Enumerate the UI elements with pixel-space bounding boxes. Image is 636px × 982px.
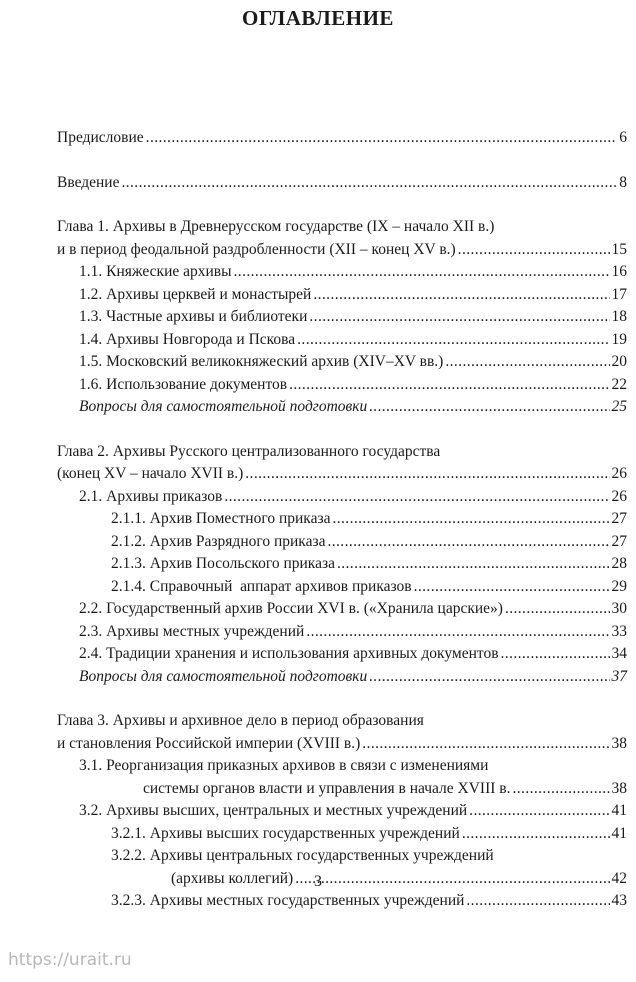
- toc-entry-3-2[interactable]: [57, 800, 627, 823]
- toc-entry-2-1-3[interactable]: [57, 553, 627, 576]
- toc-label: 3.2.1. Архивы высших государственных учреждений: [111, 824, 460, 842]
- toc-page: 19: [611, 330, 627, 348]
- toc-leader-dots: [297, 329, 609, 352]
- toc-entry-preface[interactable]: [57, 127, 627, 150]
- toc-leader-dots: [458, 239, 610, 262]
- toc-chapter-1[interactable]: [57, 239, 627, 262]
- toc-leader-dots: [245, 463, 609, 486]
- toc-label: 2.4. Традиции хранения и использования архивных документов: [79, 645, 499, 662]
- toc-entry-2-4[interactable]: [57, 643, 627, 666]
- toc-page: 27: [611, 510, 627, 527]
- toc-label: Глава 1. Архивы в Древнерусском государстве (IX – начало XII в.): [57, 218, 495, 235]
- toc-page: 29: [611, 577, 627, 595]
- toc-leader-dots: [309, 306, 609, 329]
- toc-label: Глава 2. Архивы Русского централизованного государства: [57, 442, 441, 460]
- toc-label: Вопросы для самостоятельной подготовки: [79, 398, 368, 415]
- toc-entry-2-3[interactable]: [57, 621, 627, 644]
- toc-entry-2-questions[interactable]: [57, 666, 627, 689]
- toc-leader-dots: [234, 261, 610, 284]
- toc-label: Вопросы для самостоятельной подготовки: [79, 667, 368, 685]
- toc-label: (конец XV – начало XVII в.): [57, 465, 244, 482]
- toc-entry-1-6[interactable]: [57, 374, 627, 397]
- toc-page: 27: [611, 532, 627, 550]
- toc-chapter-2-line1[interactable]: [57, 441, 627, 464]
- toc-page: 38: [611, 734, 627, 752]
- toc-leader-dots: [501, 643, 610, 666]
- toc-label: 1.4. Архивы Новгорода и Пскова: [79, 330, 296, 348]
- toc-entry-3-2-1[interactable]: [57, 823, 627, 846]
- watermark-url: https://urait.ru: [8, 950, 132, 970]
- toc-leader-dots: [466, 890, 609, 913]
- toc-entry-1-questions[interactable]: [57, 396, 627, 419]
- toc-page: 22: [611, 375, 627, 393]
- toc-entry-1-5[interactable]: [57, 351, 627, 374]
- toc-label: 2.2. Государственный архив России XVI в. («Хранила царские»): [79, 600, 503, 617]
- toc-leader-dots: [313, 284, 609, 307]
- page-title: ОГЛАВЛЕНИЕ: [242, 6, 394, 30]
- toc-leader-dots: [505, 598, 610, 621]
- toc-page: 34: [611, 645, 627, 662]
- toc-label: системы органов власти и управления в начале XVIII в.: [143, 779, 511, 797]
- toc-label: и становления Российской империи (XVIII в.): [57, 734, 361, 752]
- toc-label: и в период феодальной раздробленности (XII – конец XV в.): [57, 240, 456, 258]
- toc-label: 1.2. Архивы церквей и монастырей: [79, 285, 312, 303]
- toc-entry-3-1[interactable]: [57, 778, 627, 801]
- toc-leader-dots: [445, 351, 609, 374]
- toc-entry-1-4[interactable]: [57, 329, 627, 352]
- page-number: 3: [314, 873, 322, 890]
- toc-label: 2.3. Архивы местных учреждений: [79, 622, 305, 640]
- toc-entry-2-1-4[interactable]: [57, 576, 627, 599]
- toc-label: (архивы коллегий): [171, 869, 294, 887]
- toc-page: 26: [611, 487, 627, 505]
- toc-page: 43: [611, 892, 627, 909]
- toc-entry-3-2-2-line1[interactable]: [57, 845, 627, 868]
- toc-chapter-2[interactable]: [57, 463, 627, 486]
- toc-page: 42: [611, 869, 627, 887]
- toc-label: 2.1.1. Архив Поместного приказа: [111, 510, 331, 527]
- toc-leader-dots: [362, 733, 609, 756]
- toc-label: 2.1. Архивы приказов: [79, 487, 223, 505]
- toc-leader-dots: [513, 778, 610, 801]
- toc-label: 2.1.4. Справочный аппарат архивов приказов: [111, 577, 412, 595]
- toc-leader-dots: [306, 621, 609, 644]
- toc-label: Введение: [57, 173, 120, 191]
- toc-page: 41: [611, 824, 627, 842]
- table-of-contents: [57, 127, 627, 913]
- toc-page: 30: [611, 600, 627, 617]
- toc-leader-dots: [121, 172, 617, 195]
- toc-entry-2-1-2[interactable]: [57, 531, 627, 554]
- toc-label: 3.1. Реорганизация приказных архивов в связи с изменениями: [79, 757, 489, 774]
- toc-entry-1-2[interactable]: [57, 284, 627, 307]
- toc-leader-dots: [369, 396, 609, 419]
- toc-leader-dots: [462, 823, 610, 846]
- toc-page: 41: [611, 802, 627, 819]
- toc-leader-dots: [332, 508, 609, 531]
- toc-label: 3.2.2. Архивы центральных государственных учреждений: [111, 847, 494, 864]
- toc-leader-dots: [289, 374, 609, 397]
- toc-label: 3.2. Архивы высших, центральных и местных учреждений: [79, 802, 468, 819]
- toc-leader-dots: [224, 486, 609, 509]
- toc-entry-2-1[interactable]: [57, 486, 627, 509]
- toc-label: Предисловие: [57, 129, 144, 146]
- toc-label: 1.6. Использование документов: [79, 375, 288, 393]
- toc-label: 1.5. Московский великокняжеский архив (XIV–XV вв.): [79, 353, 444, 370]
- toc-chapter-1-line1[interactable]: [57, 216, 627, 239]
- toc-page: 33: [611, 622, 627, 640]
- toc-leader-dots: [469, 800, 609, 823]
- toc-leader-dots: [337, 553, 610, 576]
- toc-label: 1.1. Княжеские архивы: [79, 263, 232, 280]
- toc-page: 25: [611, 398, 627, 415]
- toc-page: 6: [619, 129, 627, 146]
- toc-leader-dots: [369, 666, 609, 689]
- toc-entry-3-1-line1[interactable]: [57, 755, 627, 778]
- toc-leader-dots: [146, 127, 618, 150]
- toc-page: 8: [619, 173, 627, 191]
- toc-page: 26: [611, 465, 627, 482]
- toc-page: 28: [611, 555, 627, 572]
- toc-page: 20: [611, 353, 627, 370]
- toc-page: 38: [611, 779, 627, 797]
- toc-label: 1.3. Частные архивы и библиотеки: [79, 308, 308, 325]
- toc-page: 16: [611, 263, 627, 280]
- toc-page: 15: [611, 240, 627, 258]
- toc-leader-dots: [327, 531, 609, 554]
- toc-label: 2.1.3. Архив Посольского приказа: [111, 555, 335, 572]
- toc-leader-dots: [414, 576, 610, 599]
- toc-entry-2-1-1[interactable]: [57, 508, 627, 531]
- toc-page: 18: [611, 308, 627, 325]
- toc-label: 3.2.3. Архивы местных государственных учреждений: [111, 892, 465, 909]
- toc-entry-1-1[interactable]: [57, 261, 627, 284]
- toc-page: 37: [611, 667, 627, 685]
- toc-page: 17: [611, 285, 627, 303]
- toc-chapter-3[interactable]: [57, 733, 627, 756]
- toc-entry-3-2-3[interactable]: [57, 890, 627, 913]
- toc-entry-2-2[interactable]: [57, 598, 627, 621]
- toc-label: 2.1.2. Архив Разрядного приказа: [111, 532, 326, 550]
- toc-chapter-3-line1[interactable]: [57, 710, 627, 733]
- toc-entry-1-3[interactable]: [57, 306, 627, 329]
- toc-entry-intro[interactable]: [57, 172, 627, 195]
- toc-label: Глава 3. Архивы и архивное дело в период образования: [57, 712, 424, 729]
